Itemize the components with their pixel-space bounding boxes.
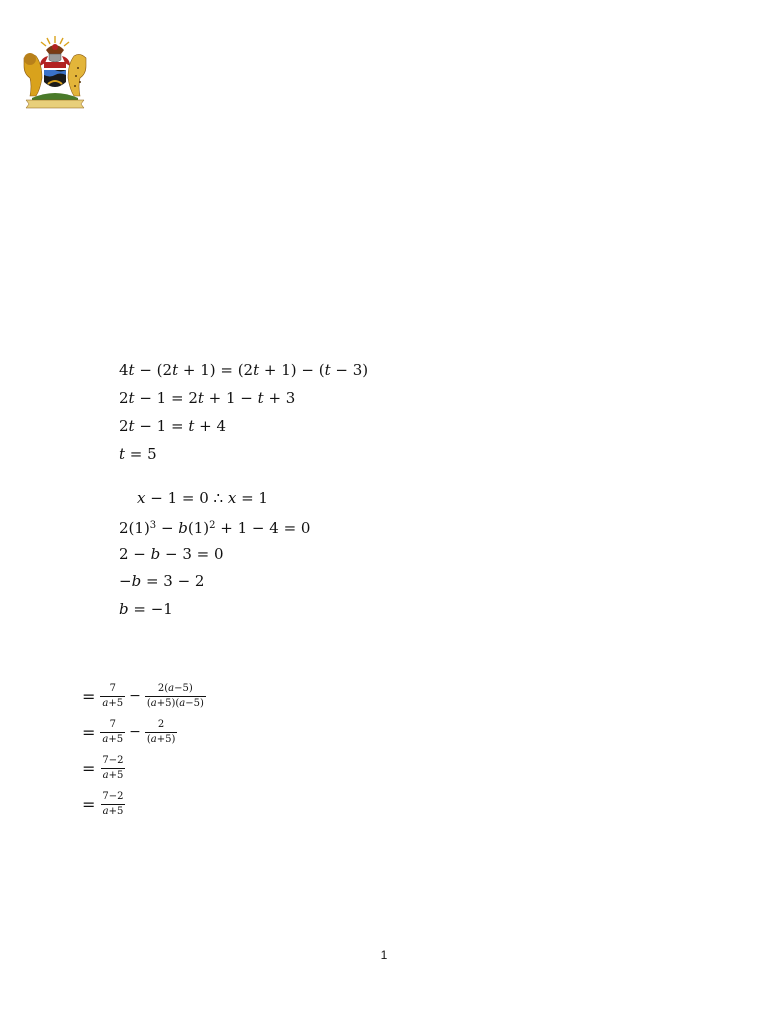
fraction: $\frac{7}{\text{𝑎+5}}$ — [102, 718, 124, 745]
fraction: $\frac{7-2}{\text{𝑎+5}}$ — [102, 790, 124, 817]
fraction: $\frac{7-2}{\text{𝑎+5}}$ — [102, 754, 124, 781]
fraction-row: = $\frac{7-2}{\text{𝑎+5}}$ — [82, 754, 124, 781]
equation-line: −𝑏 = 3 − 2 — [119, 572, 205, 590]
fraction: $\frac{2}{\text{(𝑎+5)}}$ — [146, 718, 176, 745]
equation-line-exponents: $2(1)^3$ − $𝑏(1)^2 + 1 - 4 = 0$ — [119, 519, 311, 537]
equation-line: 2 − 𝑏 − 3 = 0 — [119, 545, 224, 563]
equation-line: 𝑥 − 1 = 0 ∴ 𝑥 = 1 — [137, 489, 268, 507]
fraction: $\frac{\text{2(𝑎−5)}}{\text{(𝑎+5)(𝑎−5)}}$ — [146, 682, 204, 709]
coat-of-arms-emblem — [18, 34, 92, 110]
equation-line: 2𝑡 − 1 = 2𝑡 + 1 − 𝑡 + 3 — [119, 389, 296, 407]
fraction-block — [82, 678, 208, 822]
fraction-row: = $\frac{7}{\text{𝑎+5}}$ − $\frac{\text{2(𝑎−5)}}{\text{(𝑎+5)(𝑎−5)}}$ — [82, 682, 204, 709]
equation-line: 4𝑡 − (2𝑡 + 1) = (2𝑡 + 1) − (𝑡 − 3) — [119, 361, 369, 379]
equation-line: 𝑡 = 5 — [119, 445, 157, 463]
fraction-row: = $\frac{7}{\text{𝑎+5}}$ − $\frac{2}{\text{(𝑎+5)}}$ — [82, 718, 176, 745]
fraction-row: = $\frac{7-2}{\text{𝑎+5}}$ — [82, 790, 124, 817]
equation-line: 2𝑡 − 1 = 𝑡 + 4 — [119, 417, 226, 435]
fraction: $\frac{7}{\text{𝑎+5}}$ — [102, 682, 124, 709]
equation-line: 𝑏 = −1 — [119, 600, 173, 618]
page-number: 1 — [380, 948, 388, 962]
